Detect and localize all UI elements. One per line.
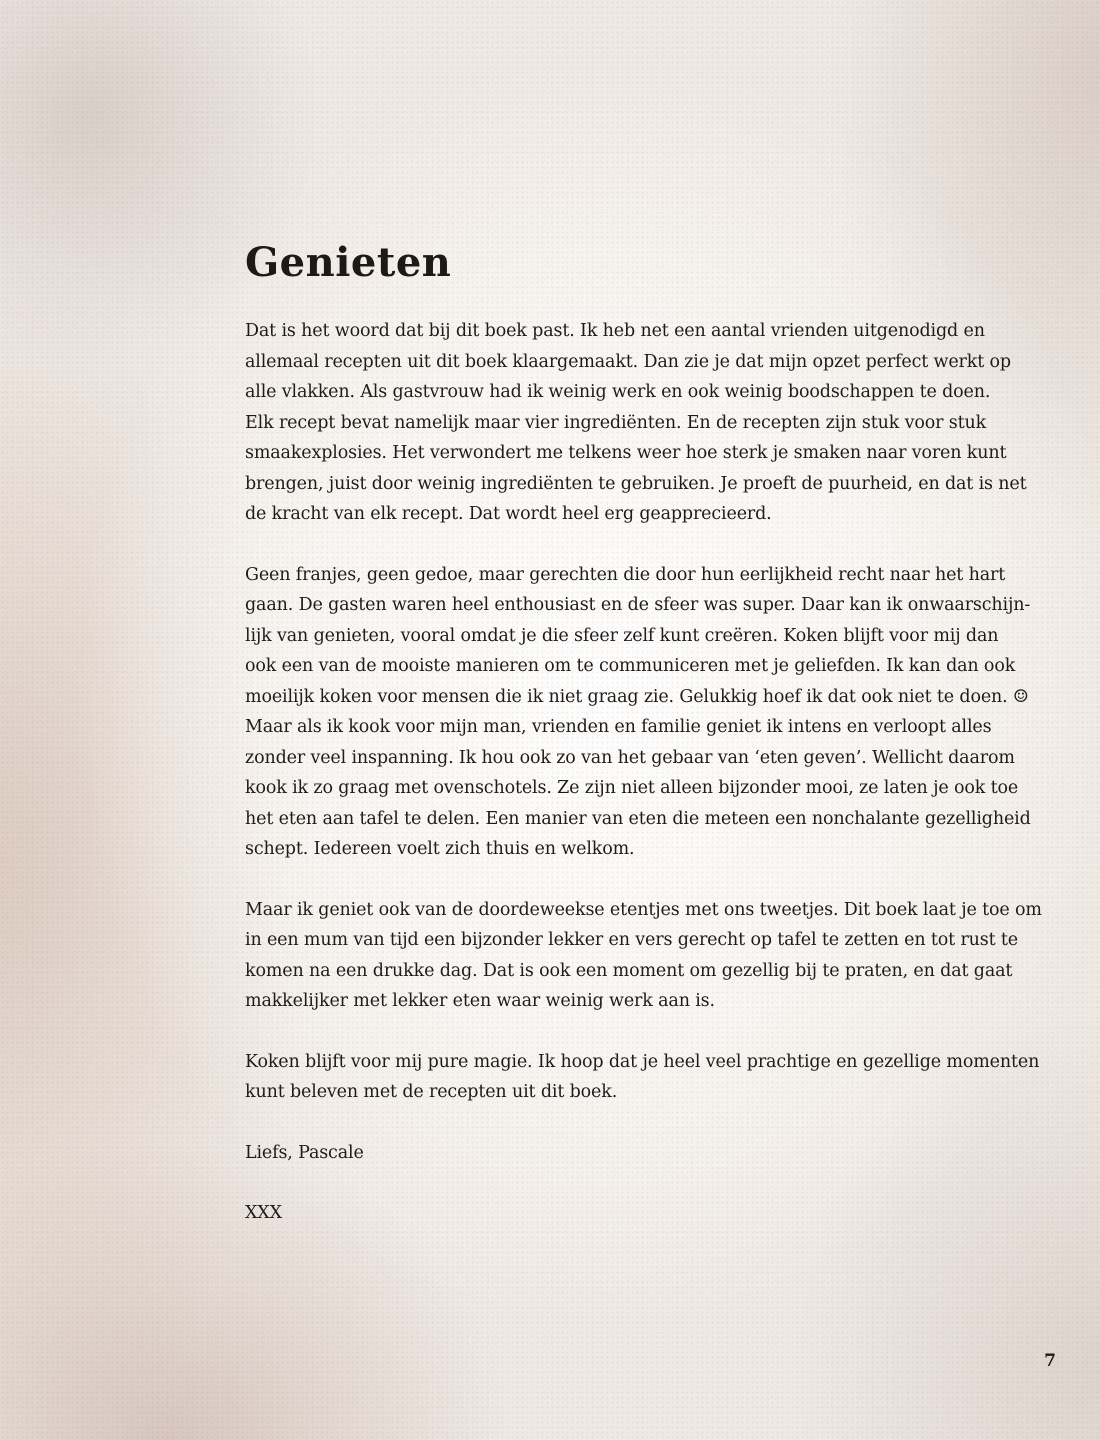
text-line: brengen, juist door weinig ingrediënten te gebruiken. Je proeft de puurheid, en dat is net <box>245 473 1027 494</box>
page-title: Genieten <box>245 239 452 286</box>
article <box>245 236 1042 1259</box>
kisses <box>245 1198 1005 1229</box>
text-line: allemaal recepten uit dit boek klaargemaakt. Dan zie je dat mijn opzet perfect werkt op <box>245 351 1011 372</box>
text-line: in een mum van tijd een bijzonder lekker en vers gerecht op tafel te zetten en tot rust te <box>245 930 1018 950</box>
paragraph-3 <box>245 895 1042 1017</box>
text-line: Maar ik geniet ook van de doordeweekse etentjes met ons tweetjes. Dit boek laat je toe om <box>245 899 1042 920</box>
text-line: moeilijk koken voor mensen die ik niet graag zie. Gelukkig hoef ik dat ook niet te doen. ☺ <box>245 686 1029 707</box>
text-line: gaan. De gasten waren heel enthousiast en de sfeer was super. Daar kan ik onwaarschijn- <box>245 595 1031 615</box>
text-line: Geen franjes, geen gedoe, maar gerechten die door hun eerlijkheid recht naar het hart <box>245 564 1006 585</box>
text-line: Koken blijft voor mij pure magie. Ik hoop dat je heel veel prachtige en gezellige momenten <box>245 1051 1040 1072</box>
text-line: makkelijker met lekker eten waar weinig werk aan is. <box>245 991 715 1011</box>
text-line: kook ik zo graag met ovenschotels. Ze zijn niet alleen bijzonder mooi, ze laten je ook toe <box>245 778 1019 798</box>
kisses-line: XXX <box>245 1203 282 1223</box>
text-line: zonder veel inspanning. Ik hou ook zo van het gebaar van ‘eten geven’. Wellicht daarom <box>245 747 1015 768</box>
text-line: de kracht van elk recept. Dat wordt heel erg geapprecieerd. <box>245 504 772 524</box>
text-line: schept. Iedereen voelt zich thuis en welkom. <box>245 839 635 859</box>
text-line: kunt beleven met de recepten uit dit boek. <box>245 1082 618 1102</box>
text-line: smaakexplosies. Het verwondert me telkens weer hoe sterk je smaken naar voren kunt <box>245 443 1007 463</box>
text-line: alle vlakken. Als gastvrouw had ik weinig werk en ook weinig boodschappen te doen. <box>245 382 991 402</box>
text-line: Elk recept bevat namelijk maar vier ingrediënten. En de recepten zijn stuk voor stuk <box>245 412 987 433</box>
text-line: Dat is het woord dat bij dit boek past. Ik heb net een aantal vrienden uitgenodigd en <box>245 321 985 341</box>
text-line: komen na een drukke dag. Dat is ook een moment om gezellig bij te praten, en dat gaat <box>245 960 1013 981</box>
text-line: lijk van genieten, vooral omdat je die sfeer zelf kunt creëren. Koken blijft voor mij dan <box>245 625 999 646</box>
paragraph-1 <box>245 316 1027 530</box>
signature-line: Liefs, Pascale <box>245 1142 364 1163</box>
page-number: 7 <box>1044 1351 1056 1371</box>
text-line: het eten aan tafel te delen. Een manier van eten die meteen een nonchalante gezelligheid <box>245 808 1031 829</box>
text-line: ook een van de mooiste manieren om te communiceren met je geliefden. Ik kan dan ook <box>245 656 1016 676</box>
text-line: Maar als ik kook voor mijn man, vrienden en familie geniet ik intens en verloopt alles <box>245 717 992 737</box>
signature <box>245 1138 1005 1169</box>
paragraph-4 <box>245 1047 1040 1108</box>
paragraph-2 <box>245 560 1031 865</box>
